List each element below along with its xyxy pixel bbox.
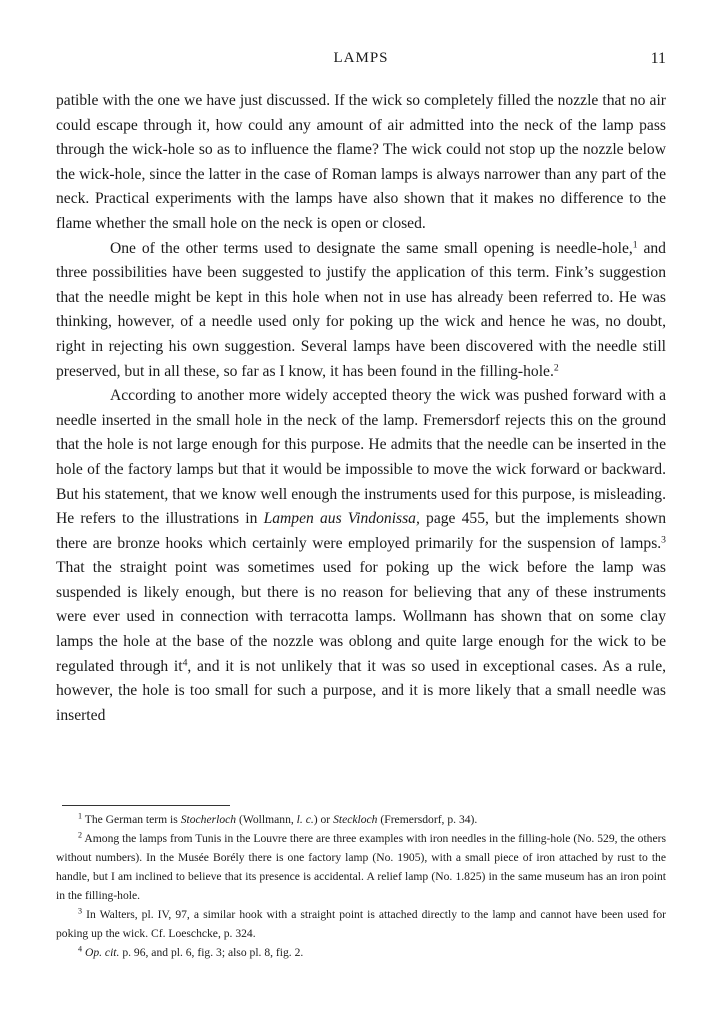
- running-head: LAMPS: [333, 50, 389, 66]
- text-run: patible with the one we have just discussed. If the wick so completely filled the nozzle that no air could escape through it, how could any amount of air admitted into the neck of the lamp pass through the wick-hole so as to influence the flame? The wick could not stop up the nozzle below the wick-hole, since the latter in the case of Roman lamps is always narrower than any part of the neck. Practical experiments with the lamps have also shown that it makes no difference to the flame whether the small hole on the neck is open or closed.: [56, 92, 666, 232]
- footnote-rule: [62, 805, 230, 806]
- footnote: [56, 829, 666, 905]
- page-number: 11: [650, 50, 666, 67]
- paragraph: [56, 237, 666, 385]
- text-run: One of the other terms used to designate the same small opening is needle-hole,: [110, 239, 633, 257]
- footnote-marker: 1: [632, 239, 638, 251]
- footnote: [56, 905, 666, 943]
- text-run: and three possibilities have been suggested to justify the application of this term. Fink’s suggestion that the needle might be kept in this hole when not in use has already been referred to. He was thinking, however, of a needle used only for poking up the wick and hence he was, no doubt, right in rejecting his own suggestion. Several lamps have been discovered with the needle still preserved, but in all these, so far as I know, it has been found in the filling-hole.: [56, 239, 666, 380]
- text-run: (Fremersdorf, p. 34).: [377, 813, 478, 826]
- footnote-marker: 1: [78, 811, 83, 821]
- text-run: ) or: [313, 813, 334, 826]
- text-run: page 455, but the implements shown there are bronze hooks which certainly were employed primarily for the suspension of lamps.: [56, 510, 666, 552]
- text-run: p. 96, and pl. 6, fig. 3; also pl. 8, fig. 2.: [119, 946, 304, 959]
- footnotes: [56, 810, 666, 962]
- footnote-marker: 4: [182, 657, 188, 669]
- text-run: Among the lamps from Tunis in the Louvre there are three examples with iron needles in the filling-hole (No. 529, the others without numbers). In the Musée Borély there is one factory lamp (No. 1905), with a small piece of iron attached by rust to the handle, but I am inclined to believe that its presence is accidental. A relief lamp (No. 1.825) in the same museum has an iron point in the filling-hole.: [56, 832, 666, 902]
- footnote-marker: 3: [661, 534, 666, 546]
- footnote: [56, 810, 666, 829]
- text-run: (Wollmann,: [236, 813, 297, 826]
- page-header: [56, 50, 666, 72]
- italic-text: l. c.: [296, 813, 314, 826]
- text-run: In Walters, pl. IV, 97, a similar hook with a straight point is attached directly to the lamp and cannot have been used for poking up the wick. Cf. Loeschcke, p. 324.: [56, 908, 666, 940]
- paragraph: [56, 89, 666, 237]
- text-run: The German term is: [82, 813, 181, 826]
- footnote-marker: 4: [78, 944, 83, 954]
- footnote-marker: 2: [78, 830, 83, 840]
- text-run: , and it is not unlikely that it was so used in exceptional cases. As a rule, however, the hole is too small for such a purpose, and it is more likely that a small needle was inserted: [56, 657, 667, 724]
- paragraph: [56, 384, 666, 728]
- text-run: That the straight point was sometimes used for poking up the wick before the lamp was suspended is likely enough, but there is no reason for believing that any of these instruments were ever used in connection with terracotta lamps. Wollmann has shown that on some clay lamps the hole at the base of the nozzle was oblong and quite large enough for the wick to be regulated through it: [56, 559, 666, 675]
- text-run: According to another more widely accepted theory the wick was pushed forward with a needle inserted in the small hole in the neck of the lamp. Fremersdorf rejects this on the ground that the hole is not large enough for this purpose. He admits that the needle can be inserted in the hole of the factory lamps but that it would be impossible to move the wick forward or backward. But his statement, that we know well enough the instruments used for this purpose, is misleading. He refers to the illustrations in: [56, 387, 666, 528]
- italic-text: Stocherloch: [180, 813, 237, 826]
- body-text: [56, 89, 666, 728]
- italic-text: Op. cit.: [84, 946, 120, 959]
- italic-text: Lampen aus Vindonissa,: [263, 510, 420, 528]
- footnote-marker: 2: [553, 362, 559, 374]
- italic-text: Steckloch: [333, 813, 378, 826]
- footnote-marker: 3: [78, 906, 83, 916]
- footnote: [56, 943, 666, 962]
